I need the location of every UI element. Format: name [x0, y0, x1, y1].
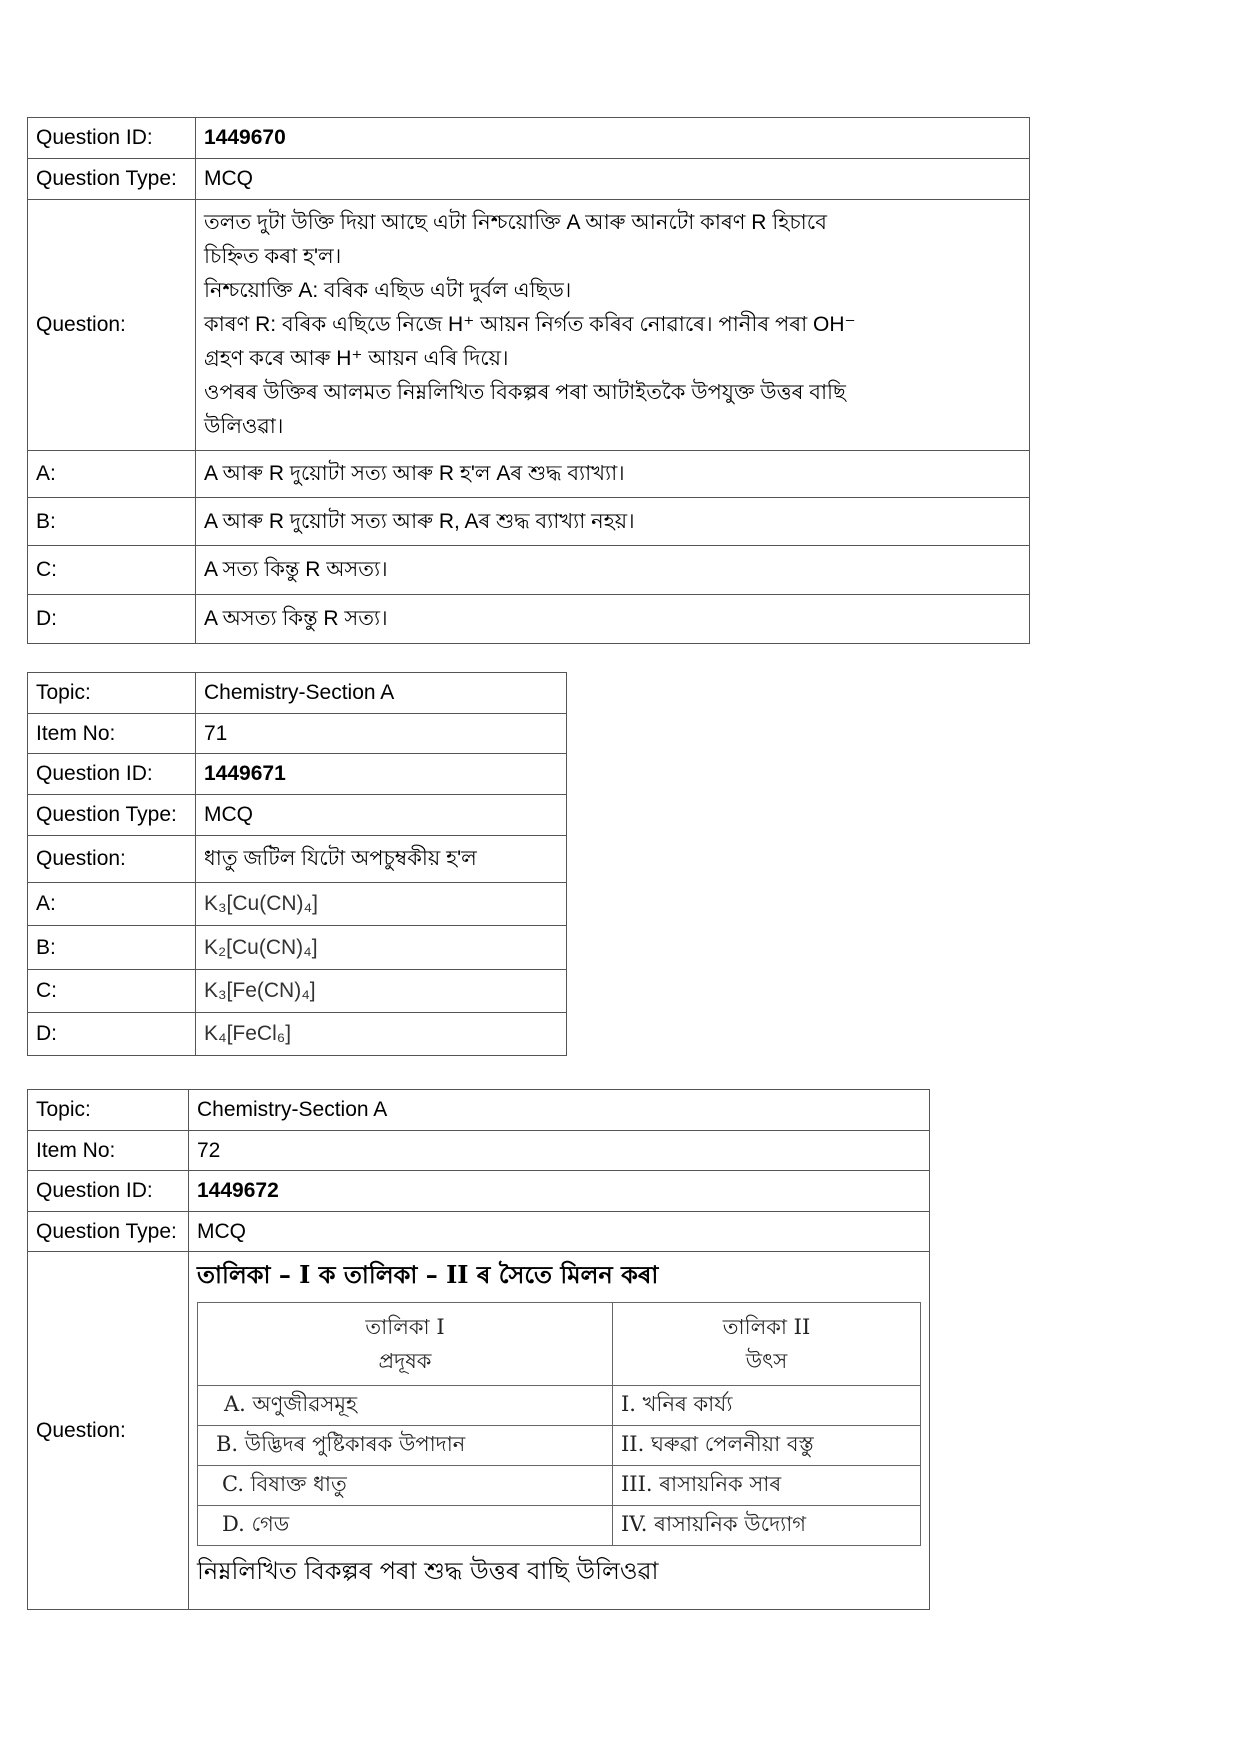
match-left: D. গেড: [198, 1506, 613, 1546]
question-line: কাৰণ R: বৰিক এছিডে নিজে H⁺ আয়ন নিৰ্গত কৰিব নোৱাৰে। পানীৰ পৰা OH⁻: [204, 313, 856, 336]
question-type-label: Question Type:: [28, 795, 196, 836]
question-line: তলত দুটা উক্তি দিয়া আছে এটা নিশ্চয়োক্তি A আৰু আনটো কাৰণ R হিচাবে: [204, 211, 827, 234]
option-a-formula: K₃[Cu(CN)₄]: [196, 883, 567, 926]
match-row: [198, 1466, 921, 1506]
question-type-label: Question Type:: [28, 1212, 189, 1252]
option-b-text: A আৰু R দুয়োটা সত্য আৰু R, Aৰ শুদ্ধ ব্যাখ্যা নহয়।: [196, 498, 1030, 546]
question-id-label: Question ID:: [28, 1171, 189, 1212]
option-c-label: C:: [28, 970, 196, 1013]
topic-value: Chemistry-Section A: [196, 673, 567, 714]
option-c-formula: K₃[Fe(CN)₄]: [196, 970, 567, 1013]
col2-title: তালিকা II: [722, 1315, 811, 1339]
topic-label: Topic:: [28, 1090, 189, 1131]
question-table-1449671: [27, 672, 567, 1056]
question-label: Question:: [28, 836, 196, 883]
item-no-value: 72: [189, 1131, 930, 1171]
option-d-label: D:: [28, 1013, 196, 1056]
question-line: চিহ্নিত কৰা হ'ল।: [204, 245, 342, 268]
match-row: [198, 1506, 921, 1546]
option-d-label: D:: [28, 595, 196, 644]
question-label: Question:: [28, 1252, 189, 1610]
question-id-label: Question ID:: [28, 754, 196, 795]
question-type-value: MCQ: [196, 159, 1030, 200]
item-no-label: Item No:: [28, 1131, 189, 1171]
question-type-label: Question Type:: [28, 159, 196, 200]
option-d-text: A অসত্য কিন্তু R সত্য।: [196, 595, 1030, 644]
option-b-label: B:: [28, 498, 196, 546]
item-no-label: Item No:: [28, 714, 196, 754]
question-body: [189, 1252, 930, 1610]
match-right: I. খনিৰ কাৰ্য্য: [613, 1386, 921, 1426]
option-c-label: C:: [28, 546, 196, 595]
match-left: A. অণুজীৱসমূহ: [198, 1386, 613, 1426]
option-b-formula: K₂[Cu(CN)₄]: [196, 926, 567, 970]
question-text: [196, 200, 1030, 451]
topic-label: Topic:: [28, 673, 196, 714]
col1-subtitle: প্ৰদূষক: [378, 1349, 432, 1373]
question-id-value: 1449672: [189, 1171, 930, 1212]
match-left: B. উদ্ভিদৰ পুষ্টিকাৰক উপাদান: [198, 1426, 613, 1466]
question-id-label: Question ID:: [28, 118, 196, 159]
match-left: C. বিষাক্ত ধাতু: [198, 1466, 613, 1506]
col2-subtitle: উৎস: [745, 1349, 788, 1373]
topic-value: Chemistry-Section A: [189, 1090, 930, 1131]
question-table-1449670: [27, 117, 1030, 644]
match-col2-header: [613, 1303, 921, 1386]
question-id-value: 1449670: [196, 118, 1030, 159]
question-type-value: MCQ: [196, 795, 567, 836]
option-b-label: B:: [28, 926, 196, 970]
question-line: ওপৰৰ উক্তিৰ আলমত নিম্নলিখিত বিকল্পৰ পৰা আটাইতকৈ উপযুক্ত উত্তৰ বাছি: [204, 381, 846, 404]
match-right: II. ঘৰুৱা পেলনীয়া বস্তু: [613, 1426, 921, 1466]
item-no-value: 71: [196, 714, 567, 754]
col1-title: তালিকা I: [365, 1315, 445, 1339]
option-a-label: A:: [28, 451, 196, 498]
match-table: [197, 1302, 921, 1546]
question-line: গ্ৰহণ কৰে আৰু H⁺ আয়ন এৰি দিয়ে।: [204, 347, 509, 370]
option-a-label: A:: [28, 883, 196, 926]
match-right: III. ৰাসায়নিক সাৰ: [613, 1466, 921, 1506]
question-line: উলিওৱা।: [204, 415, 284, 438]
option-a-text: A আৰু R দুয়োটা সত্য আৰু R হ'ল Aৰ শুদ্ধ ব্যাখ্যা।: [196, 451, 1030, 498]
question-type-value: MCQ: [189, 1212, 930, 1252]
match-col1-header: [198, 1303, 613, 1386]
option-d-formula: K₄[FeCl₆]: [196, 1013, 567, 1056]
question-title: তালিকা – I ক তালিকা – II ৰ সৈতে মিলন কৰা: [197, 1260, 659, 1289]
question-id-value: 1449671: [196, 754, 567, 795]
match-row: [198, 1386, 921, 1426]
question-line: নিশ্চয়োক্তি A: বৰিক এছিড এটা দুৰ্বল এছিড।: [204, 279, 572, 302]
question-table-1449672: [27, 1089, 930, 1610]
match-right: IV. ৰাসায়নিক উদ্যোগ: [613, 1506, 921, 1546]
option-c-text: A সত্য কিন্তু R অসত্য।: [196, 546, 1030, 595]
match-row: [198, 1426, 921, 1466]
question-text: ধাতু জটিল যিটো অপচুম্বকীয় হ'ল: [196, 836, 567, 883]
question-footer: নিম্নলিখিত বিকল্পৰ পৰা শুদ্ধ উত্তৰ বাছি উলিওৱা: [197, 1557, 659, 1585]
question-label: Question:: [28, 200, 196, 451]
